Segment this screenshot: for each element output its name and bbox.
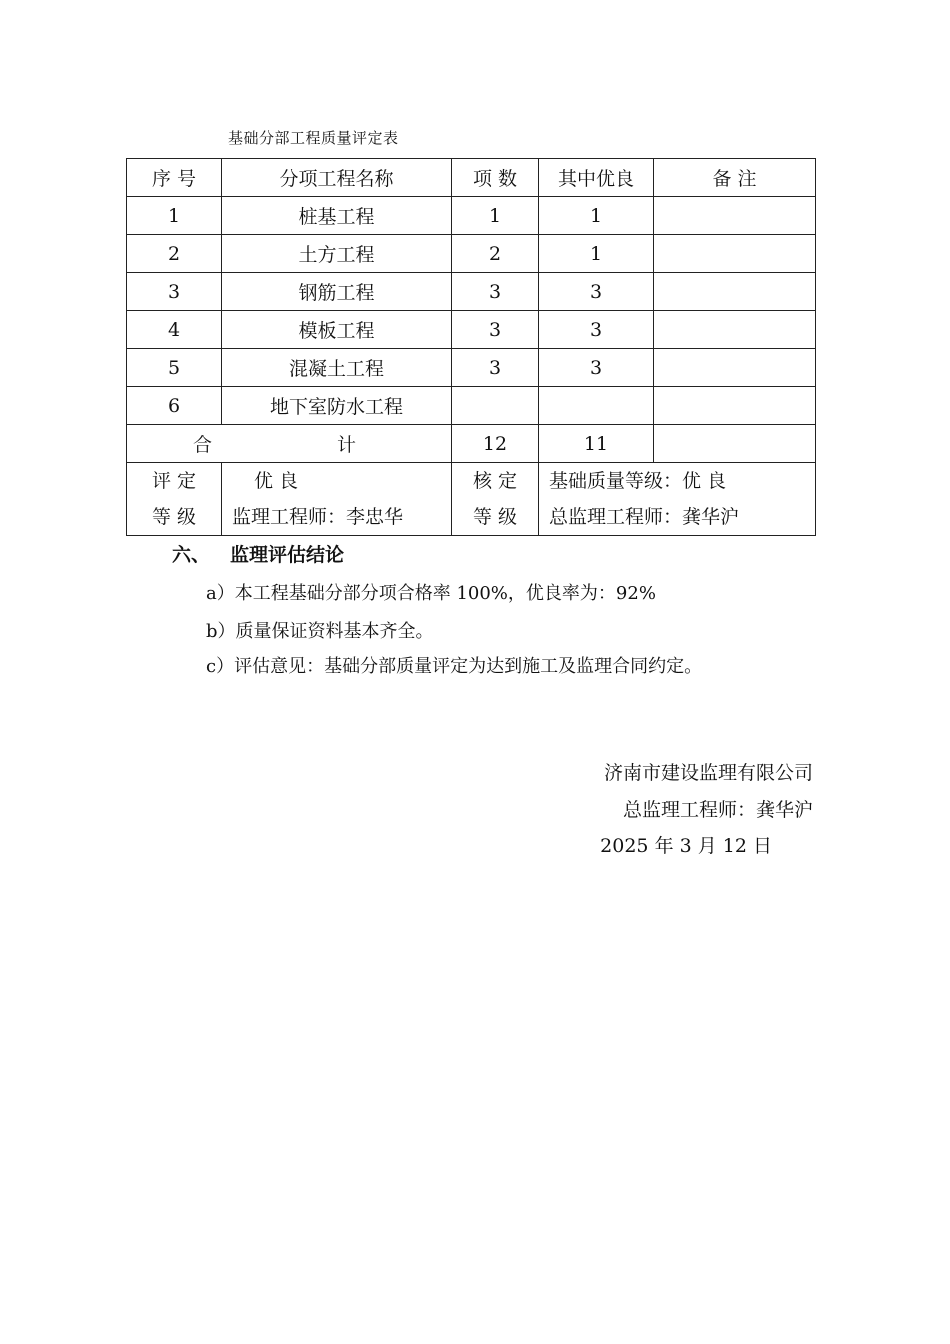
total-good: 11 bbox=[539, 425, 654, 463]
row-no: 6 bbox=[127, 387, 222, 425]
total-label-left: 合 bbox=[193, 434, 213, 456]
row-count: 3 bbox=[452, 311, 539, 349]
table-row bbox=[127, 387, 816, 425]
table-evaluation-row bbox=[127, 463, 816, 536]
table-row bbox=[127, 349, 816, 387]
header-count: 项 数 bbox=[452, 159, 539, 197]
total-count: 12 bbox=[452, 425, 539, 463]
total-remark bbox=[654, 425, 816, 463]
row-name: 混凝土工程 bbox=[222, 349, 452, 387]
table-row bbox=[127, 311, 816, 349]
row-remark bbox=[654, 235, 816, 273]
verify-label-line1: 核 定 bbox=[472, 470, 518, 492]
signature-company: 济南市建设监理有限公司 bbox=[603, 762, 813, 784]
row-count: 2 bbox=[452, 235, 539, 273]
row-good: 3 bbox=[539, 273, 654, 311]
row-name: 地下室防水工程 bbox=[222, 387, 452, 425]
header-no: 序 号 bbox=[127, 159, 222, 197]
chief-supervisor-signature: 总监理工程师：龚华沪 bbox=[549, 506, 740, 528]
section-number: 六、 bbox=[172, 544, 211, 566]
row-good: 3 bbox=[539, 311, 654, 349]
grade-label-line2: 等 级 bbox=[151, 506, 197, 528]
row-remark bbox=[654, 273, 816, 311]
grade-cell bbox=[222, 463, 452, 536]
verify-cell bbox=[539, 463, 816, 536]
row-no: 3 bbox=[127, 273, 222, 311]
grade-value: 优 良 bbox=[254, 470, 299, 492]
conclusion-b: b）质量保证资料基本齐全。 bbox=[206, 621, 434, 642]
row-remark bbox=[654, 197, 816, 235]
table-header-row bbox=[127, 159, 816, 197]
signature-date: 2025 年 3 月 12 日 bbox=[600, 835, 772, 857]
table-total-row bbox=[127, 425, 816, 463]
row-good: 1 bbox=[539, 197, 654, 235]
row-count: 3 bbox=[452, 273, 539, 311]
section-title: 监理评估结论 bbox=[230, 544, 345, 566]
row-count: 3 bbox=[452, 349, 539, 387]
table-caption: 基础分部工程质量评定表 bbox=[228, 129, 399, 147]
row-no: 2 bbox=[127, 235, 222, 273]
row-good bbox=[539, 387, 654, 425]
row-count: 1 bbox=[452, 197, 539, 235]
row-name: 模板工程 bbox=[222, 311, 452, 349]
row-name: 土方工程 bbox=[222, 235, 452, 273]
grade-label-line1: 评 定 bbox=[151, 470, 197, 492]
section-heading bbox=[172, 540, 344, 567]
row-remark bbox=[654, 311, 816, 349]
row-no: 1 bbox=[127, 197, 222, 235]
supervisor-signature: 监理工程师：李忠华 bbox=[232, 506, 404, 528]
row-name: 桩基工程 bbox=[222, 197, 452, 235]
conclusion-a: a）本工程基础分部分项合格率 100%，优良率为：92% bbox=[206, 583, 656, 604]
table-row bbox=[127, 235, 816, 273]
table-row bbox=[127, 197, 816, 235]
table-row bbox=[127, 273, 816, 311]
row-good: 1 bbox=[539, 235, 654, 273]
conclusion-c: c）评估意见：基础分部质量评定为达到施工及监理合同约定。 bbox=[206, 656, 703, 677]
row-no: 5 bbox=[127, 349, 222, 387]
grade-label bbox=[127, 463, 222, 536]
verify-value: 基础质量等级：优 良 bbox=[549, 470, 727, 492]
row-count bbox=[452, 387, 539, 425]
header-good: 其中优良 bbox=[539, 159, 654, 197]
row-no: 4 bbox=[127, 311, 222, 349]
row-remark bbox=[654, 349, 816, 387]
header-name: 分项工程名称 bbox=[222, 159, 452, 197]
row-good: 3 bbox=[539, 349, 654, 387]
header-remark: 备 注 bbox=[654, 159, 816, 197]
row-name: 钢筋工程 bbox=[222, 273, 452, 311]
quality-evaluation-table bbox=[126, 158, 816, 536]
total-label bbox=[127, 425, 452, 463]
verify-label bbox=[452, 463, 539, 536]
signature-chief: 总监理工程师：龚华沪 bbox=[622, 799, 813, 821]
row-remark bbox=[654, 387, 816, 425]
total-label-right: 计 bbox=[336, 434, 356, 456]
verify-label-line2: 等 级 bbox=[472, 506, 518, 528]
